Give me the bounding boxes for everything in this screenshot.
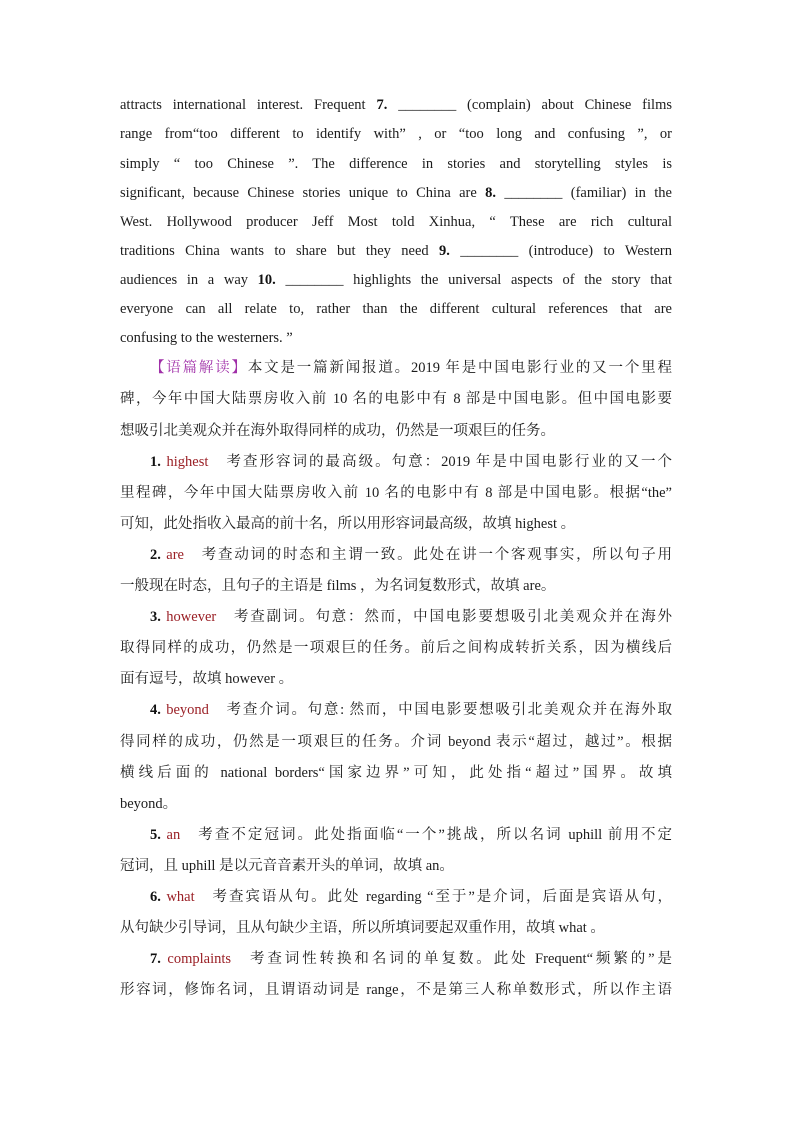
answer-explanation: 得同样的成功，仍然是一项艰巨的任务。介词 beyond 表示“超过，越过”。根据 <box>120 733 672 750</box>
answer-explanation: 可知，此处指收入最高的前十名，所以用形容词最高级，故填 highest 。 <box>120 515 576 532</box>
answer-line <box>120 727 672 758</box>
passage-text: audiences in a way <box>120 271 258 288</box>
passage-line <box>120 208 672 237</box>
answer-word: beyond <box>166 702 209 719</box>
answer-explanation: 形容词，修饰名词，且谓语动词是 range，不是第三人称单数形式，所以作主语 <box>120 982 672 999</box>
reading-summary-line <box>120 416 672 447</box>
answer-explanation: 考查动词的时态和主谓一致。此处在讲一个客观事实，所以句子用 <box>199 546 673 563</box>
reading-summary-line <box>120 384 672 415</box>
passage-line <box>120 324 672 353</box>
answer-line <box>120 789 672 820</box>
answer-line <box>120 664 672 695</box>
passage-line <box>120 266 672 295</box>
question-number: 9. <box>439 242 450 259</box>
passage-line <box>120 179 672 208</box>
passage-line <box>120 237 672 266</box>
question-number: 7. <box>376 97 388 114</box>
passage-line <box>120 91 672 120</box>
passage-text: everyone can all relate to, rather than the different cultural references that are <box>120 301 672 318</box>
answer-explanation: 里程碑，今年中国大陆票房收入前 10 名的电影中有 8 部是中国电影。根据“the” <box>120 484 672 501</box>
answer-line <box>120 882 672 913</box>
answer-line <box>120 571 672 602</box>
reading-summary-tag: 【语篇解读】 <box>150 360 248 377</box>
answer-word: what <box>166 888 195 905</box>
answer-line <box>120 633 672 664</box>
answer-explanation: 考查词性转换和名词的单复数。此处 Frequent“频繁的”是 <box>247 951 673 968</box>
passage-line <box>120 150 672 179</box>
answer-explanation: 考查形容词的最高级。句意：2019 年是中国电影行业的又一个 <box>224 453 673 470</box>
passage-text: confusing to the westerners. ” <box>120 330 293 347</box>
answer-explanation: 横线后面的 national borders“国家边界”可知，此处指“超过”国界。故填 <box>120 764 672 781</box>
answer-word: however <box>166 609 217 626</box>
answer-word: highest <box>166 453 209 470</box>
answer-explanation: 冠词，且 uphill 是以元音音素开头的单词，故填 an。 <box>120 857 454 874</box>
answer-explanation: 考查副词。句意：然而，中国电影要想吸引北美观众并在海外 <box>232 609 673 626</box>
answer-line <box>120 509 672 540</box>
answer-word: are <box>166 546 184 563</box>
answer-explanation: 考查介词。句意: 然而，中国电影要想吸引北美观众并在海外取 <box>224 702 673 719</box>
reading-summary-line <box>120 353 672 384</box>
reading-summary-text: 本文是一篇新闻报道。2019 年是中国电影行业的又一个里程 <box>247 360 672 377</box>
answer-explanation: beyond。 <box>120 795 178 812</box>
answer-explanation: 从句缺少引导词，且从句缺少主语，所以所填词要起双重作用，故填 what 。 <box>120 920 605 937</box>
answer-explanation: 考查宾语从句。此处 regarding “至于”是介词，后面是宾语从句， <box>210 888 672 905</box>
answer-line <box>120 540 672 571</box>
answer-number: 1. <box>150 453 161 470</box>
passage-text: traditions China wants to share but they need <box>120 242 440 259</box>
answer-number: 6. <box>150 888 161 905</box>
answer-explanation: 考查不定冠词。此处指面临“一个”挑战，所以名词 uphill 前用不定 <box>196 826 672 843</box>
question-number: 8. <box>485 184 497 201</box>
answer-line <box>120 478 672 509</box>
answer-number: 3. <box>150 609 161 626</box>
passage-line <box>120 295 672 324</box>
answer-line <box>120 851 672 882</box>
answer-number: 7. <box>150 951 161 968</box>
passage-text: ________ highlights the universal aspects of the story that <box>275 271 672 288</box>
answer-line <box>120 695 672 726</box>
answer-line <box>120 913 672 944</box>
passage-text: West. Hollywood producer Jeff Most told Xinhua, “ These are rich cultural <box>120 213 672 230</box>
passage <box>120 91 672 353</box>
passage-text: range from“too different to identify with” , or “too long and confusing ”, or <box>120 126 672 143</box>
passage-text: ________ (introduce) to Western <box>449 242 672 259</box>
answer-line <box>120 758 672 789</box>
answer-line <box>120 447 672 478</box>
answer-explanation: 一般现在时态，且句子的主语是 films ，为名词复数形式，故填 are。 <box>120 578 556 595</box>
passage-line <box>120 120 672 149</box>
answer-line <box>120 975 672 1006</box>
passage-text: significant, because Chinese stories unique to China are <box>120 184 486 201</box>
answer-word: complaints <box>167 951 232 968</box>
reading-summary-text: 想吸引北美观众并在海外取得同样的成功，仍然是一项艰巨的任务。 <box>120 422 555 439</box>
passage-text: simply “ too Chinese ”. The difference in stories and storytelling styles is <box>120 155 672 172</box>
answer-explanations <box>120 353 672 1006</box>
passage-text: ________ (complain) about Chinese films <box>387 97 672 114</box>
passage-text: ________ (familiar) in the <box>496 184 672 201</box>
answer-line <box>120 820 672 851</box>
reading-summary-text: 碑，今年中国大陆票房收入前 10 名的电影中有 8 部是中国电影。但中国电影要 <box>120 391 672 408</box>
answer-word: an <box>166 826 181 843</box>
question-number: 10. <box>257 271 276 288</box>
answer-number: 5. <box>150 826 161 843</box>
answer-line <box>120 944 672 975</box>
answer-explanation: 面有逗号，故填 however 。 <box>120 671 294 688</box>
answer-explanation: 取得同样的成功，仍然是一项艰巨的任务。前后之间构成转折关系，因为横线后 <box>120 640 672 657</box>
answer-line <box>120 602 672 633</box>
answer-number: 2. <box>150 546 161 563</box>
passage-text: attracts international interest. Frequent <box>120 97 377 114</box>
answer-number: 4. <box>150 702 161 719</box>
